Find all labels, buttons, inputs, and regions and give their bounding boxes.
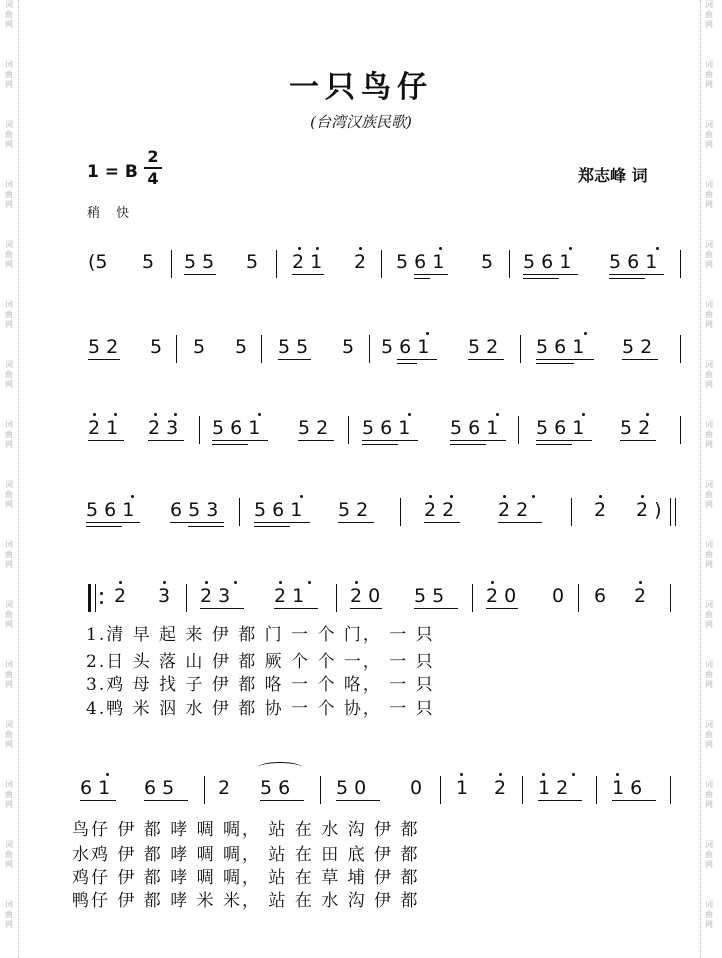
watermark-glyph: 曲 <box>5 250 13 259</box>
barline <box>509 250 510 278</box>
barline <box>186 584 187 612</box>
note-group: 5 2 <box>620 417 651 439</box>
lyric-verse-2-continued: 水鸡 伊 都 哮 啁 啁， 站 在 田 底 伊 都 <box>72 845 420 865</box>
watermark-glyph: 曲 <box>5 130 13 139</box>
octave-dot <box>174 413 177 416</box>
note-group: 3 <box>158 585 171 607</box>
octave-dot <box>93 413 96 416</box>
watermark-glyph: 网 <box>5 380 13 389</box>
watermark-glyph: 曲 <box>705 730 713 739</box>
note-group: 2 0 <box>486 585 517 607</box>
watermark-glyph: 词 <box>5 660 13 669</box>
underline <box>212 440 268 441</box>
watermark-glyph: 曲 <box>705 190 713 199</box>
underline <box>350 608 382 609</box>
barline <box>348 416 349 444</box>
watermark-glyph: 网 <box>5 500 13 509</box>
time-signature <box>144 148 162 188</box>
octave-dot <box>572 773 575 776</box>
underline <box>538 800 582 801</box>
note-group: 0 <box>410 777 423 799</box>
barline <box>381 250 382 278</box>
watermark-glyph: 词 <box>705 480 713 489</box>
watermark-glyph: 词 <box>705 360 713 369</box>
barline <box>369 335 370 363</box>
octave-dot <box>359 247 362 250</box>
watermark-glyph: 曲 <box>705 610 713 619</box>
underline <box>338 522 374 523</box>
note-group: 5 <box>150 336 163 358</box>
watermark-glyph: 网 <box>705 260 713 269</box>
underline <box>86 522 140 523</box>
note-group: 5 6 1 <box>609 251 658 273</box>
octave-dot <box>656 247 659 250</box>
underline <box>254 522 310 523</box>
barline <box>320 776 321 804</box>
underline <box>424 522 460 523</box>
octave-dot <box>308 581 311 584</box>
lyric-verse-1-continued: 鸟仔 伊 都 哮 啁 啁， 站 在 水 沟 伊 都 <box>72 820 420 840</box>
watermark-glyph: 词 <box>705 120 713 129</box>
barline <box>522 776 523 804</box>
octave-dot <box>439 247 442 250</box>
note-group: 5 <box>193 336 206 358</box>
underline <box>609 278 645 279</box>
octave-dot <box>584 332 587 335</box>
tempo-marking: 稍 快 <box>87 206 136 221</box>
watermark-glyph: 网 <box>705 140 713 149</box>
notation-line-4 <box>0 498 722 538</box>
octave-dot <box>205 581 208 584</box>
watermark-glyph: 词 <box>705 660 713 669</box>
notation-line-5 <box>0 584 722 624</box>
watermark-glyph: 网 <box>705 80 713 89</box>
underline <box>414 274 448 275</box>
watermark-glyph: 网 <box>705 20 713 29</box>
note-group: (5 <box>88 251 108 273</box>
notation-line-1 <box>0 250 722 290</box>
watermark-glyph: 词 <box>705 240 713 249</box>
octave-dot <box>300 495 303 498</box>
barline <box>400 498 401 526</box>
octave-dot <box>499 773 502 776</box>
watermark-glyph: 曲 <box>5 10 13 19</box>
underline <box>184 274 216 275</box>
note-group: 2 3 <box>148 417 179 439</box>
underline <box>144 800 188 801</box>
lyric-verse-3: 3.鸡 母 找 子 伊 都 咯 一 个 咯， 一 只 <box>86 675 435 695</box>
underline <box>88 359 120 360</box>
note-group: 6 <box>594 585 607 607</box>
lyric-verse-1: 1.清 早 起 来 伊 都 门 一 个 门， 一 只 <box>86 625 435 645</box>
watermark-glyph: 词 <box>705 180 713 189</box>
note-group: 2 2 <box>498 499 529 521</box>
octave-dot <box>106 773 109 776</box>
watermark-glyph: 词 <box>5 900 13 909</box>
underline <box>536 440 592 441</box>
underline <box>414 278 430 279</box>
note-group: 2 <box>354 251 367 273</box>
watermark-glyph: 网 <box>5 560 13 569</box>
watermark-glyph: 网 <box>705 380 713 389</box>
underline <box>414 608 458 609</box>
watermark-glyph: 网 <box>5 920 13 929</box>
watermark-glyph: 曲 <box>705 550 713 559</box>
barline <box>204 776 205 804</box>
underline <box>622 359 658 360</box>
note-group: 5 6 1 <box>396 251 445 273</box>
underline <box>254 526 290 527</box>
octave-dot <box>599 495 602 498</box>
barline <box>336 584 337 612</box>
watermark-glyph: 词 <box>5 840 13 849</box>
underline <box>523 278 559 279</box>
watermark-glyph: 词 <box>705 840 713 849</box>
note-group: 5 0 <box>336 777 367 799</box>
barline <box>520 335 521 363</box>
underline <box>523 274 578 275</box>
note-group: 5 2 <box>298 417 329 439</box>
watermark-glyph: 网 <box>705 560 713 569</box>
watermark-glyph: 词 <box>5 600 13 609</box>
note-group: 2 2 <box>424 499 455 521</box>
underline <box>278 359 311 360</box>
watermark-glyph: 词 <box>5 480 13 489</box>
note-group: 5 6 1 <box>536 336 585 358</box>
watermark-glyph: 词 <box>5 60 13 69</box>
repeat-dot <box>100 601 103 604</box>
note-group: 5 6 1 <box>254 499 303 521</box>
barline <box>675 498 676 526</box>
barline <box>680 335 681 363</box>
watermark-glyph: 网 <box>5 680 13 689</box>
octave-dot <box>503 495 506 498</box>
barline <box>171 250 172 278</box>
watermark-glyph: 网 <box>705 620 713 629</box>
watermark-glyph: 网 <box>5 740 13 749</box>
underline <box>298 440 334 441</box>
note-group: 5 6 1 <box>362 417 411 439</box>
watermark-glyph: 曲 <box>705 10 713 19</box>
note-group: 5 2 <box>622 336 653 358</box>
note-group: 5 <box>481 251 494 273</box>
octave-dot <box>298 247 301 250</box>
watermark-glyph: 网 <box>705 800 713 809</box>
watermark-glyph: 词 <box>5 540 13 549</box>
note-group: 5 6 1 <box>536 417 585 439</box>
octave-dot <box>532 495 535 498</box>
underline <box>362 440 418 441</box>
note-group: 5 6 1 <box>450 417 499 439</box>
octave-dot <box>279 581 282 584</box>
octave-dot <box>616 773 619 776</box>
underline <box>536 444 572 445</box>
underline <box>450 440 506 441</box>
watermark-glyph: 曲 <box>705 370 713 379</box>
octave-dot <box>426 332 429 335</box>
note-group: 1 6 <box>612 777 643 799</box>
note-group: 2 1 <box>292 251 323 273</box>
octave-dot <box>119 581 122 584</box>
octave-dot <box>258 413 261 416</box>
watermark-glyph: 曲 <box>705 130 713 139</box>
note-group: 5 2 <box>468 336 499 358</box>
key-signature: 1 = B <box>87 162 138 182</box>
watermark-glyph: 曲 <box>705 910 713 919</box>
watermark-glyph: 网 <box>705 440 713 449</box>
note-group: 5 6 1 <box>212 417 261 439</box>
watermark-glyph: 词 <box>705 720 713 729</box>
note-group: 2 ) <box>636 499 662 521</box>
octave-dot <box>316 247 319 250</box>
barline <box>472 584 473 612</box>
watermark-glyph: 曲 <box>705 790 713 799</box>
time-signature-top: 2 <box>147 147 159 166</box>
underline <box>536 363 574 364</box>
barline <box>680 416 681 444</box>
octave-dot <box>569 247 572 250</box>
watermark-glyph: 词 <box>705 60 713 69</box>
watermark-glyph: 曲 <box>705 490 713 499</box>
barline <box>440 776 441 804</box>
underline <box>88 440 124 441</box>
notation-line-3 <box>0 416 722 456</box>
octave-dot <box>582 413 585 416</box>
note-group: 5 <box>246 251 259 273</box>
octave-dot <box>131 495 134 498</box>
watermark-glyph: 曲 <box>5 670 13 679</box>
underline <box>80 800 116 801</box>
watermark-glyph: 网 <box>5 80 13 89</box>
barline <box>176 335 177 363</box>
notation-line-2 <box>0 335 722 375</box>
watermark-glyph: 曲 <box>5 310 13 319</box>
barline <box>199 416 200 444</box>
watermark-glyph: 词 <box>705 600 713 609</box>
barline <box>670 584 671 612</box>
watermark-glyph: 词 <box>5 180 13 189</box>
watermark-glyph: 词 <box>5 300 13 309</box>
octave-dot <box>496 413 499 416</box>
octave-dot <box>154 413 157 416</box>
watermark-glyph: 曲 <box>5 490 13 499</box>
underline <box>188 526 224 527</box>
octave-dot <box>408 413 411 416</box>
note-group: 6 5 3 <box>170 499 219 521</box>
watermark-glyph: 网 <box>5 320 13 329</box>
octave-dot <box>639 581 642 584</box>
watermark-glyph: 词 <box>705 420 713 429</box>
barline <box>239 498 240 526</box>
underline <box>397 359 437 360</box>
watermark-glyph: 曲 <box>5 550 13 559</box>
watermark-glyph: 网 <box>5 800 13 809</box>
octave-dot <box>429 495 432 498</box>
underline <box>292 274 324 275</box>
watermark-glyph: 曲 <box>5 610 13 619</box>
note-group: 0 <box>552 585 565 607</box>
underline <box>200 608 244 609</box>
underline <box>212 444 248 445</box>
note-group: 2 1 <box>274 585 305 607</box>
watermark-glyph: 词 <box>5 0 13 9</box>
watermark-glyph: 网 <box>5 20 13 29</box>
note-group: 5 5 <box>184 251 215 273</box>
note-group: 5 <box>342 336 355 358</box>
watermark-glyph: 词 <box>705 540 713 549</box>
barline <box>596 776 597 804</box>
underline <box>486 608 518 609</box>
note-group: 5 6 1 <box>523 251 572 273</box>
octave-dot <box>355 581 358 584</box>
note-group: 5 <box>142 251 155 273</box>
note-group: 2 3 <box>200 585 231 607</box>
watermark-glyph: 曲 <box>705 430 713 439</box>
note-group: 6 5 <box>144 777 175 799</box>
lyric-verse-3-continued: 鸡仔 伊 都 哮 啁 啁， 站 在 草 埔 伊 都 <box>72 868 420 888</box>
watermark-glyph: 网 <box>5 620 13 629</box>
watermark-glyph: 词 <box>5 360 13 369</box>
underline <box>612 800 656 801</box>
watermark-glyph: 网 <box>5 860 13 869</box>
lyricist-credit: 郑志峰 词 <box>578 166 648 185</box>
note-group: 2 <box>634 585 647 607</box>
watermark-glyph: 词 <box>5 240 13 249</box>
watermark-glyph: 词 <box>705 300 713 309</box>
watermark-glyph: 曲 <box>705 850 713 859</box>
watermark-glyph: 网 <box>705 320 713 329</box>
octave-dot <box>542 773 545 776</box>
octave-dot <box>641 495 644 498</box>
watermark-glyph: 网 <box>705 740 713 749</box>
slur <box>258 762 302 773</box>
watermark-glyph: 曲 <box>705 250 713 259</box>
note-group: 5 6 1 <box>381 336 430 358</box>
underline <box>609 274 664 275</box>
watermark-glyph: 曲 <box>5 430 13 439</box>
watermark-glyph: 曲 <box>705 70 713 79</box>
repeat-start-sign <box>88 584 96 612</box>
song-subtitle: (台湾汉族民歌) <box>310 113 412 131</box>
watermark-glyph: 词 <box>5 420 13 429</box>
watermark-glyph: 词 <box>5 120 13 129</box>
barline <box>578 584 579 612</box>
underline <box>397 363 417 364</box>
octave-dot <box>646 413 649 416</box>
watermark-glyph: 网 <box>705 500 713 509</box>
barline <box>261 335 262 363</box>
underline <box>362 444 398 445</box>
watermark-glyph: 词 <box>705 780 713 789</box>
note-group: 5 6 1 <box>86 499 135 521</box>
underline <box>170 522 224 523</box>
note-group: 1 2 <box>538 777 569 799</box>
note-group: 2 <box>218 777 231 799</box>
note-group: 5 2 <box>338 499 369 521</box>
octave-dot <box>491 581 494 584</box>
watermark-glyph: 网 <box>705 200 713 209</box>
octave-dot <box>460 773 463 776</box>
repeat-dot <box>100 592 103 595</box>
barline <box>680 250 681 278</box>
watermark-glyph: 词 <box>5 780 13 789</box>
watermark-glyph: 网 <box>5 440 13 449</box>
octave-dot <box>450 495 453 498</box>
underline <box>148 440 184 441</box>
octave-dot <box>114 413 117 416</box>
note-group: 5 5 <box>278 336 309 358</box>
octave-dot <box>163 581 166 584</box>
barline <box>670 776 671 804</box>
underline <box>274 608 318 609</box>
song-title: 一只鸟仔 <box>289 70 433 105</box>
underline <box>620 440 656 441</box>
watermark-glyph: 曲 <box>5 850 13 859</box>
lyric-verse-2: 2.日 头 落 山 伊 都 厥 个 个 一， 一 只 <box>86 652 435 672</box>
underline <box>336 800 380 801</box>
watermark-glyph: 网 <box>5 260 13 269</box>
barline <box>518 416 519 444</box>
note-group: 2 0 <box>350 585 381 607</box>
barline <box>670 498 671 526</box>
note-group: 1 <box>456 777 469 799</box>
watermark-glyph: 曲 <box>5 370 13 379</box>
underline <box>260 800 304 801</box>
note-group: 5 <box>235 336 248 358</box>
watermark-glyph: 网 <box>705 920 713 929</box>
watermark-glyph: 网 <box>5 200 13 209</box>
watermark-glyph: 曲 <box>5 70 13 79</box>
note-group: 5 6 <box>260 777 291 799</box>
note-group: 2 <box>594 499 607 521</box>
watermark-glyph: 词 <box>705 0 713 9</box>
underline <box>86 526 122 527</box>
note-group: 2 1 <box>88 417 119 439</box>
time-signature-bottom: 4 <box>147 169 159 188</box>
lyric-verse-4: 4.鸭 米 泅 水 伊 都 协 一 个 协， 一 只 <box>86 699 435 719</box>
watermark-glyph: 词 <box>705 900 713 909</box>
note-group: 2 <box>114 585 127 607</box>
note-group: 2 <box>494 777 507 799</box>
underline <box>498 522 542 523</box>
underline <box>468 359 504 360</box>
watermark-glyph: 曲 <box>5 910 13 919</box>
note-group: 6 1 <box>80 777 111 799</box>
watermark-glyph: 曲 <box>705 670 713 679</box>
watermark-glyph: 网 <box>705 680 713 689</box>
notation-line-6 <box>0 776 722 816</box>
watermark-glyph: 曲 <box>5 790 13 799</box>
watermark-glyph: 网 <box>705 860 713 869</box>
watermark-glyph: 网 <box>5 140 13 149</box>
watermark-glyph: 曲 <box>5 190 13 199</box>
octave-dot <box>234 581 237 584</box>
barline <box>276 250 277 278</box>
underline <box>536 359 594 360</box>
watermark-glyph: 曲 <box>5 730 13 739</box>
lyric-verse-4-continued: 鸭仔 伊 都 哮 米 米， 站 在 水 沟 伊 都 <box>72 891 420 911</box>
watermark-glyph: 词 <box>5 720 13 729</box>
watermark-glyph: 曲 <box>705 310 713 319</box>
note-group: 5 2 <box>88 336 119 358</box>
note-group: 5 5 <box>414 585 445 607</box>
underline <box>450 444 486 445</box>
barline <box>571 498 572 526</box>
